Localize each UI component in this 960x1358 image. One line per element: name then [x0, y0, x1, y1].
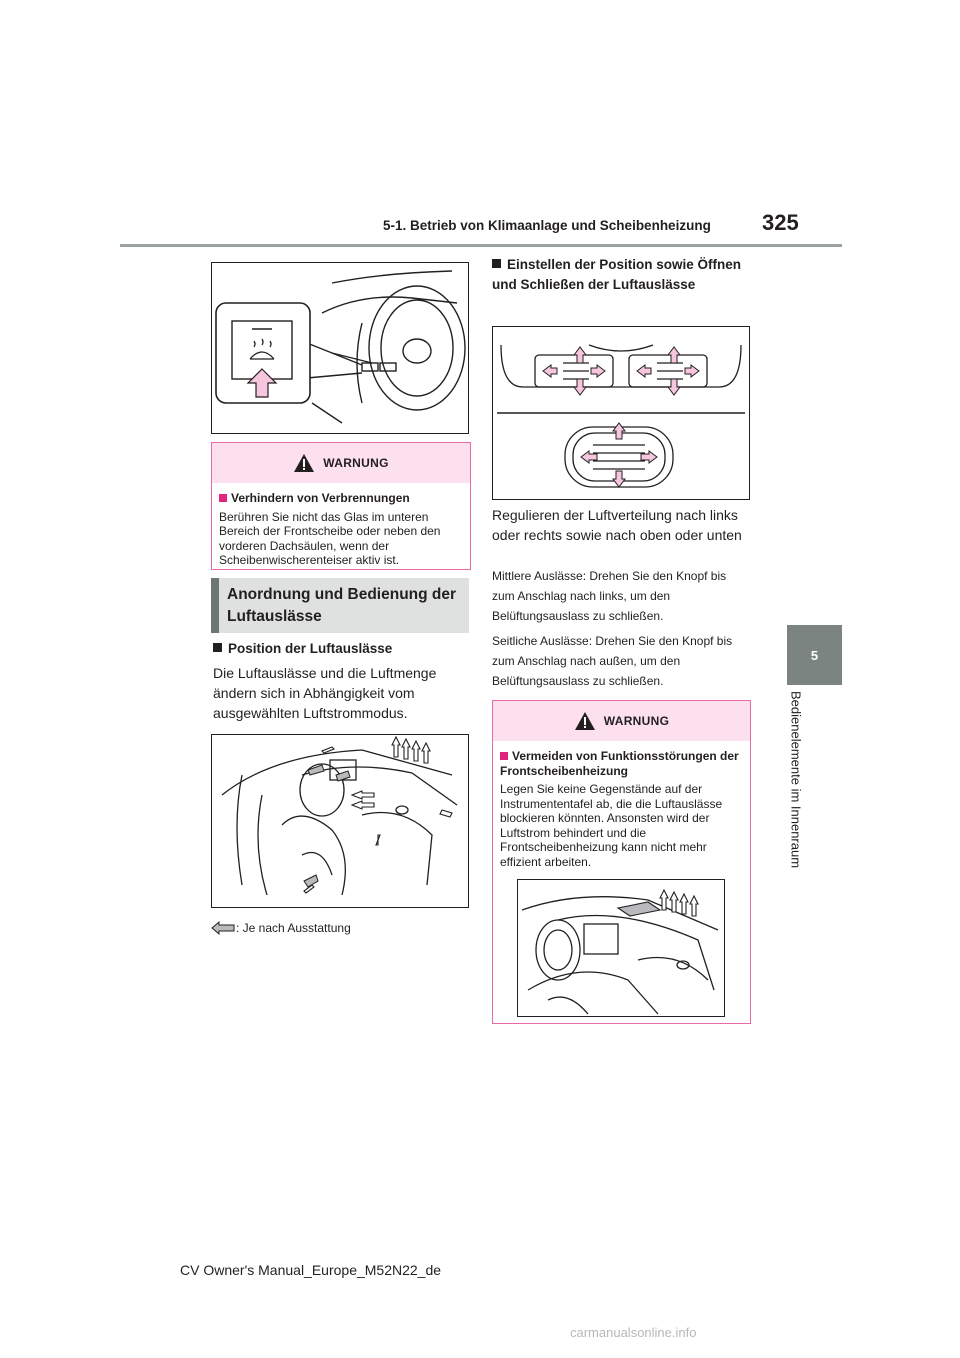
watermark: carmanualsonline.info: [570, 1325, 697, 1340]
warning-text: Berühren Sie nicht das Glas im unteren Bereich der Frontscheibe oder neben den vorderen Dachsäulen, wenn der Scheibenwischerenteiser aktiv ist.: [219, 509, 441, 567]
equipment-legend-text: : Je nach Ausstattung: [236, 921, 351, 935]
vent-adjustment-figure: [492, 326, 750, 500]
side-outlet-text: Seitliche Auslässe: Drehen Sie den Knopf bis zum Anschlag nach außen, um den Belüftungsauslass zu schließen.: [492, 634, 733, 688]
header-section-title: 5-1. Betrieb von Klimaanlage und Scheibenheizung: [383, 218, 711, 233]
pink-square-bullet-icon: [500, 752, 508, 760]
warning-subtitle: Vermeiden von Funktionsstörungen der Frontscheibenheizung: [500, 749, 739, 778]
position-text: Die Luftauslässe und die Luftmenge ändern sich in Abhängigkeit vom ausgewählten Luftstrommodus.: [213, 665, 437, 721]
warning-box-burns: [211, 442, 471, 570]
warning-triangle-icon: [293, 453, 315, 473]
warning-triangle-icon: [574, 711, 596, 731]
cabin-outlets-illustration: [212, 735, 468, 907]
adjust-subheading: Einstellen der Position sowie Öffnen und Schließen der Luftauslässe: [492, 257, 742, 292]
chapter-number: 5: [810, 647, 819, 663]
center-outlet-text: Mittlere Auslässe: Drehen Sie den Knopf bis zum Anschlag nach links, um den Belüftungsauslass zu schließen.: [492, 569, 727, 623]
header-divider: [120, 244, 842, 247]
warning-subtitle: Verhindern von Verbrennungen: [219, 491, 460, 506]
air-outlet-positions-figure: [211, 734, 469, 908]
blocked-outlet-figure: [517, 879, 725, 1017]
chapter-title: Bedienelemente im Innenraum: [788, 691, 804, 869]
defroster-switch-illustration: [212, 263, 468, 433]
black-square-bullet-icon: [213, 643, 222, 652]
warning-header: [212, 443, 470, 483]
vent-adjustment-illustration: [493, 327, 749, 499]
page-number: 325: [762, 210, 799, 235]
warning-label: WARNUNG: [323, 456, 389, 470]
pink-square-bullet-icon: [219, 494, 227, 502]
chapter-tab: [787, 625, 842, 685]
warning-header: [493, 701, 750, 741]
dashboard-object-illustration: [518, 880, 724, 1016]
defroster-switch-figure: [211, 262, 469, 434]
warning-label: WARNUNG: [603, 714, 670, 728]
footer-manual-id: CV Owner's Manual_Europe_M52N22_de: [180, 1262, 442, 1278]
equipment-dependent-legend-icon: [211, 921, 235, 935]
section-heading: Anordnung und Bedienung der Luftauslässe: [211, 578, 469, 633]
warning-box-defroster: [492, 700, 751, 1024]
warning-text: Legen Sie keine Gegenstände auf der Instrumententafel ab, die die Luftauslässe blockieren könnten. Ansonsten wird der Luftstrom behindert und die Frontscheibenheizung kann nicht mehr effizient arbeiten.: [500, 782, 723, 869]
position-subheading: Position der Luftauslässe: [213, 641, 471, 656]
adjust-text: Regulieren der Luftverteilung nach links oder rechts sowie nach oben oder unten: [492, 507, 742, 543]
black-square-bullet-icon: [492, 259, 501, 268]
